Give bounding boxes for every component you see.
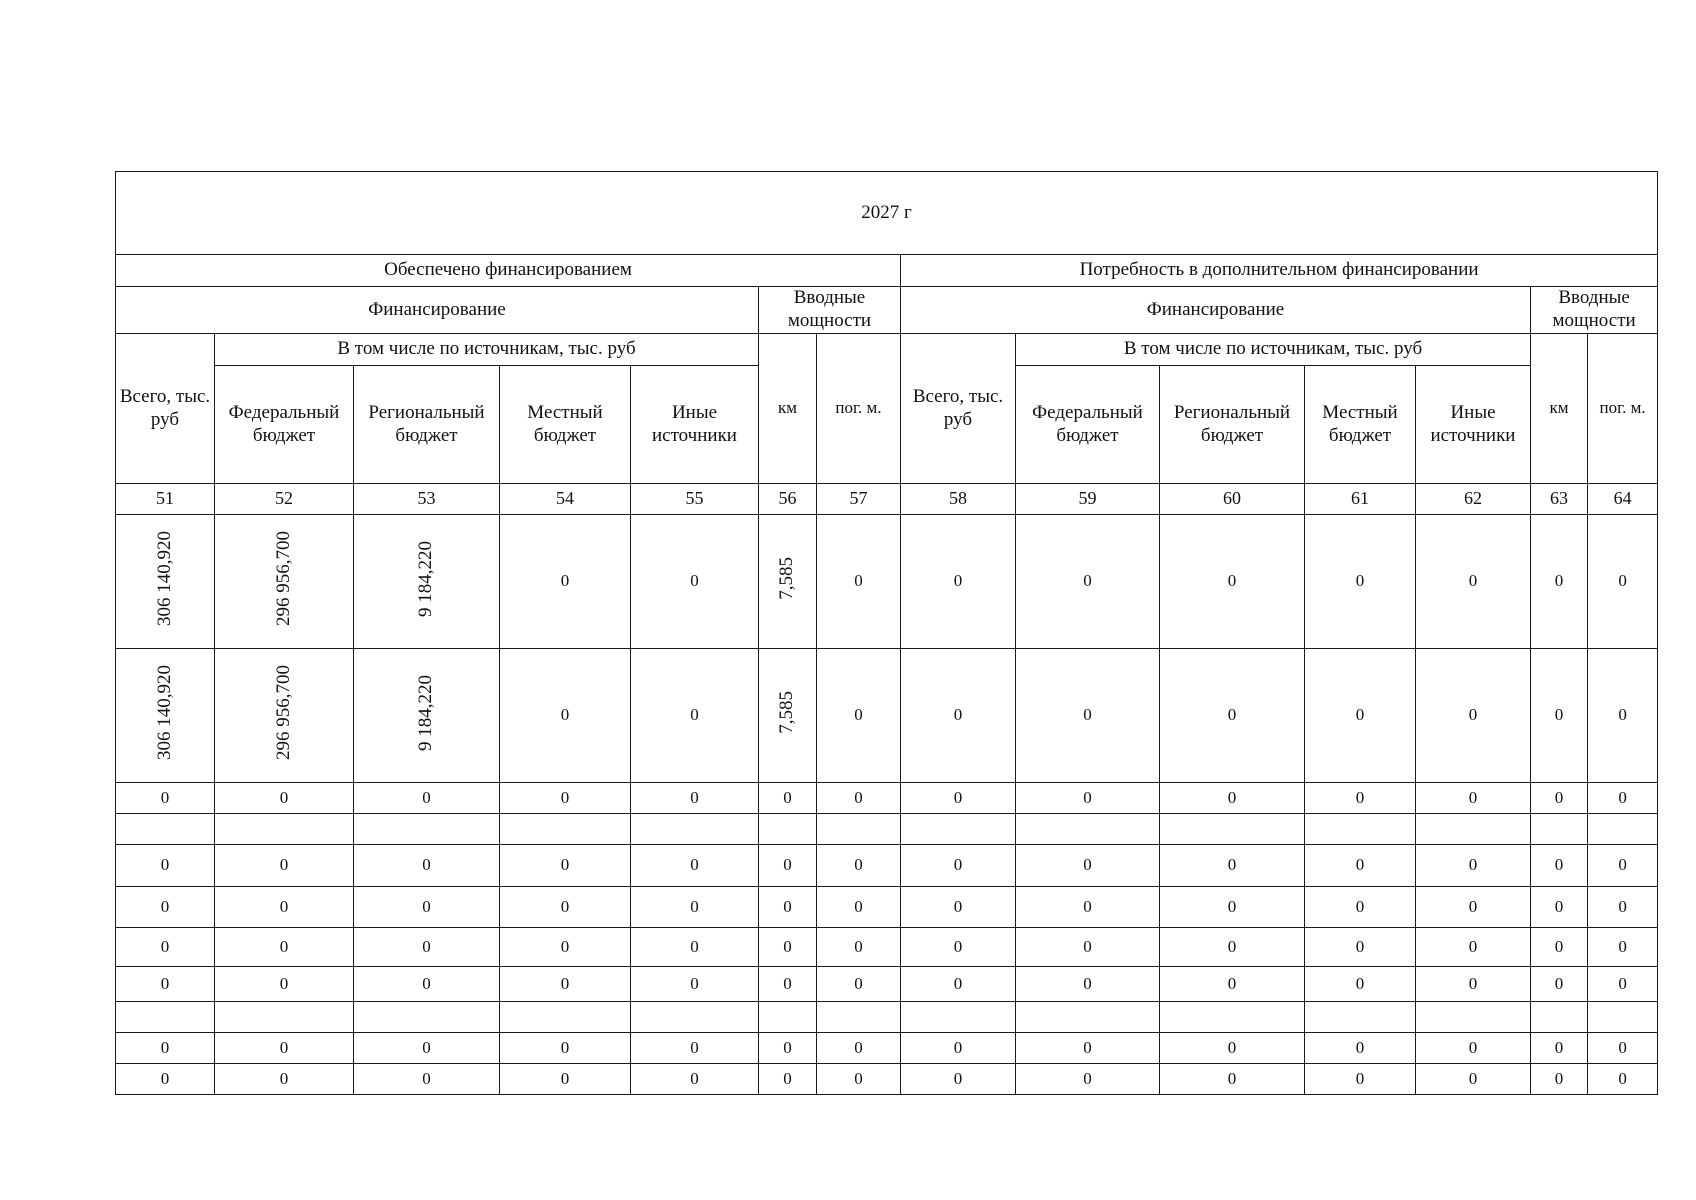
table-cell: 0 [116,783,215,814]
table-cell: 0 [631,649,759,783]
table-cell: 0 [1416,649,1531,783]
table-cell: 0 [1416,887,1531,928]
table-cell: 0 [901,928,1016,967]
table-cell: 0 [1016,649,1160,783]
table-cell: 0 [1305,845,1416,887]
table-row [116,649,1658,783]
table-cell: 0 [500,783,631,814]
table-cell: 0 [817,928,901,967]
table-cell: 0 [759,783,817,814]
table-cell: 0 [759,1033,817,1064]
table-cell: 0 [500,1033,631,1064]
table-cell: 0 [901,1064,1016,1095]
table-cell: 0 [354,967,500,1002]
table-row [116,814,1658,845]
table-cell [817,1002,901,1033]
table-cell [116,814,215,845]
table-cell: 0 [901,515,1016,649]
table-cell: 0 [1588,515,1658,649]
table-cell: 0 [1416,1064,1531,1095]
table-cell: 0 [817,515,901,649]
table-cell [901,1002,1016,1033]
column-number: 51 [116,484,215,515]
additional-other-header: Иные источники [1416,366,1531,484]
table-cell: 0 [1416,845,1531,887]
cell-value-vertical: 306 140,920 [153,531,175,627]
table-cell [354,1002,500,1033]
table-cell: 0 [1305,515,1416,649]
table-cell: 0 [1160,887,1305,928]
table-cell: 0 [901,1033,1016,1064]
table-cell: 0 [1016,783,1160,814]
table-cell: 0 [1160,845,1305,887]
table-cell: 0 [1016,967,1160,1002]
cell-value-vertical: 306 140,920 [153,665,175,761]
additional-regional-header: Региональный бюджет [1160,366,1305,484]
additional-pog-m-header: пог. м. [1588,334,1658,484]
table-cell: 0 [1305,887,1416,928]
table-cell: 0 [1588,1064,1658,1095]
table-cell: 0 [215,887,354,928]
year-header-row [116,172,1658,255]
table-cell: 0 [1588,928,1658,967]
table-cell: 0 [215,928,354,967]
table-row [116,967,1658,1002]
column-number: 58 [901,484,1016,515]
table-cell: 0 [631,967,759,1002]
table-cell: 0 [817,649,901,783]
table-cell [215,814,354,845]
table-row [116,928,1658,967]
table-row [116,1033,1658,1064]
table-cell: 0 [116,1064,215,1095]
table-cell: 0 [1531,783,1588,814]
table-cell: 0 [500,887,631,928]
table-cell [759,515,817,649]
table-cell: 0 [1531,1033,1588,1064]
table-cell: 0 [759,887,817,928]
table-cell: 0 [1016,1033,1160,1064]
table-cell: 0 [1416,928,1531,967]
column-number: 63 [1531,484,1588,515]
secured-financing-group: Финансирование [116,287,759,334]
table-cell: 0 [1531,1064,1588,1095]
table-cell: 0 [817,967,901,1002]
table-cell [1416,1002,1531,1033]
column-number: 52 [215,484,354,515]
table-cell: 0 [354,887,500,928]
table-cell [215,515,354,649]
table-cell: 0 [1160,515,1305,649]
table-cell: 0 [631,515,759,649]
table-row [116,515,1658,649]
table-cell [759,649,817,783]
table-cell [901,814,1016,845]
table-cell [500,814,631,845]
table-cell: 0 [1416,967,1531,1002]
table-cell: 0 [817,783,901,814]
secured-financing-header: Обеспечено финансированием [116,255,901,287]
table-cell: 0 [901,845,1016,887]
section-header-row [116,255,1658,287]
additional-financing-header: Потребность в дополнительном финансировании [901,255,1658,287]
table-cell: 0 [1588,967,1658,1002]
secured-km-header: км [759,334,817,484]
table-cell [116,649,215,783]
table-cell [500,1002,631,1033]
table-cell: 0 [354,1064,500,1095]
table-cell: 0 [759,1064,817,1095]
table-cell: 0 [1305,1033,1416,1064]
column-number: 61 [1305,484,1416,515]
secured-other-header: Иные источники [631,366,759,484]
secured-total-header: Всего, тыс. руб [116,334,215,484]
table-cell: 0 [1531,967,1588,1002]
table-cell: 0 [631,783,759,814]
table-cell: 0 [116,928,215,967]
table-cell: 0 [901,967,1016,1002]
cell-value-vertical: 9 184,220 [415,674,437,751]
table-cell: 0 [1531,649,1588,783]
table-cell [215,1002,354,1033]
table-cell: 0 [1305,649,1416,783]
table-cell: 0 [1588,887,1658,928]
cell-value-vertical: 296 956,700 [272,531,294,627]
table-cell: 0 [1160,928,1305,967]
cell-value-vertical: 296 956,700 [272,665,294,761]
table-cell: 0 [631,1064,759,1095]
table-cell: 0 [817,845,901,887]
table-cell [759,1002,817,1033]
table-cell: 0 [901,887,1016,928]
table-cell: 0 [1305,967,1416,1002]
table-cell: 0 [500,1064,631,1095]
table-cell: 0 [500,928,631,967]
table-cell: 0 [500,845,631,887]
table-cell: 0 [215,1033,354,1064]
table-cell: 0 [215,967,354,1002]
column-number: 53 [354,484,500,515]
additional-km-header: км [1531,334,1588,484]
table-cell: 0 [1588,845,1658,887]
table-cell [759,814,817,845]
year-cell: 2027 г [116,172,1658,255]
table-cell: 0 [215,1064,354,1095]
table-cell: 0 [215,845,354,887]
table-cell [1588,814,1658,845]
additional-financing-group: Финансирование [901,287,1531,334]
table-cell: 0 [1016,887,1160,928]
table-cell: 0 [759,967,817,1002]
table-cell: 0 [1160,649,1305,783]
table-cell: 0 [116,1033,215,1064]
table-cell: 0 [631,887,759,928]
table-row [116,783,1658,814]
table-cell: 0 [901,783,1016,814]
table-cell: 0 [1588,1033,1658,1064]
secured-pog-m-header: пог. м. [817,334,901,484]
table-cell: 0 [1588,649,1658,783]
table-cell: 0 [1588,783,1658,814]
table-cell: 0 [1416,515,1531,649]
table-cell: 0 [1531,845,1588,887]
table-cell: 0 [631,1033,759,1064]
table-cell [1305,1002,1416,1033]
secured-sources-header: В том числе по источникам, тыс. руб [215,334,759,366]
table-cell: 0 [1016,1064,1160,1095]
secured-federal-header: Федеральный бюджет [215,366,354,484]
table-cell [1016,814,1160,845]
table-cell: 0 [500,515,631,649]
table-cell [354,515,500,649]
additional-local-header: Местный бюджет [1305,366,1416,484]
table-cell: 0 [1305,1064,1416,1095]
table-cell: 0 [1160,783,1305,814]
table-cell: 0 [1016,845,1160,887]
table-cell: 0 [354,783,500,814]
column-number: 59 [1016,484,1160,515]
secured-capacity-group: Вводные мощности [759,287,901,334]
cell-value-vertical: 9 184,220 [415,540,437,617]
cell-value-vertical: 7,585 [776,691,798,735]
table-cell: 0 [817,887,901,928]
table-cell [116,1002,215,1033]
additional-total-header: Всего, тыс. руб [901,334,1016,484]
column-number-row [116,484,1658,515]
sources-header-row [116,334,1658,366]
column-number: 56 [759,484,817,515]
column-number: 54 [500,484,631,515]
table-cell: 0 [116,967,215,1002]
table-cell: 0 [631,928,759,967]
table-cell [215,649,354,783]
additional-capacity-group: Вводные мощности [1531,287,1658,334]
table-cell [116,515,215,649]
table-cell: 0 [354,1033,500,1064]
table-row [116,845,1658,887]
table-cell: 0 [1305,928,1416,967]
table-cell: 0 [1160,1064,1305,1095]
table-cell: 0 [631,845,759,887]
table-cell: 0 [901,649,1016,783]
table-row [116,887,1658,928]
table-cell: 0 [1016,928,1160,967]
group-header-row [116,287,1658,334]
table-cell: 0 [354,845,500,887]
table-cell [1531,1002,1588,1033]
secured-regional-header: Региональный бюджет [354,366,500,484]
table-cell: 0 [1160,1033,1305,1064]
cell-value-vertical: 7,585 [776,557,798,601]
table-cell [1416,814,1531,845]
table-cell: 0 [500,649,631,783]
table-cell: 0 [1305,783,1416,814]
table-cell [1160,1002,1305,1033]
table-cell [354,814,500,845]
financing-table [115,171,1658,1095]
table-row [116,1002,1658,1033]
additional-federal-header: Федеральный бюджет [1016,366,1160,484]
secured-local-header: Местный бюджет [500,366,631,484]
table-cell: 0 [817,1033,901,1064]
table-cell: 0 [1531,887,1588,928]
additional-sources-header: В том числе по источникам, тыс. руб [1016,334,1531,366]
column-number: 64 [1588,484,1658,515]
column-number: 57 [817,484,901,515]
table-cell [631,814,759,845]
table-row [116,1064,1658,1095]
table-cell [1016,1002,1160,1033]
table-cell: 0 [759,928,817,967]
column-number: 60 [1160,484,1305,515]
table-cell: 0 [116,845,215,887]
table-cell: 0 [354,928,500,967]
table-cell: 0 [1416,1033,1531,1064]
table-cell: 0 [1416,783,1531,814]
table-cell: 0 [215,783,354,814]
table-cell [354,649,500,783]
table-cell [1160,814,1305,845]
column-number: 55 [631,484,759,515]
table-cell: 0 [1531,515,1588,649]
table-cell: 0 [116,887,215,928]
table-cell: 0 [1531,928,1588,967]
table-cell: 0 [500,967,631,1002]
column-number: 62 [1416,484,1531,515]
table-cell: 0 [1160,967,1305,1002]
table-cell: 0 [1016,515,1160,649]
table-cell [1588,1002,1658,1033]
table-cell: 0 [817,1064,901,1095]
table-cell [631,1002,759,1033]
table-cell [1531,814,1588,845]
table-cell: 0 [759,845,817,887]
table-cell [817,814,901,845]
table-cell [1305,814,1416,845]
